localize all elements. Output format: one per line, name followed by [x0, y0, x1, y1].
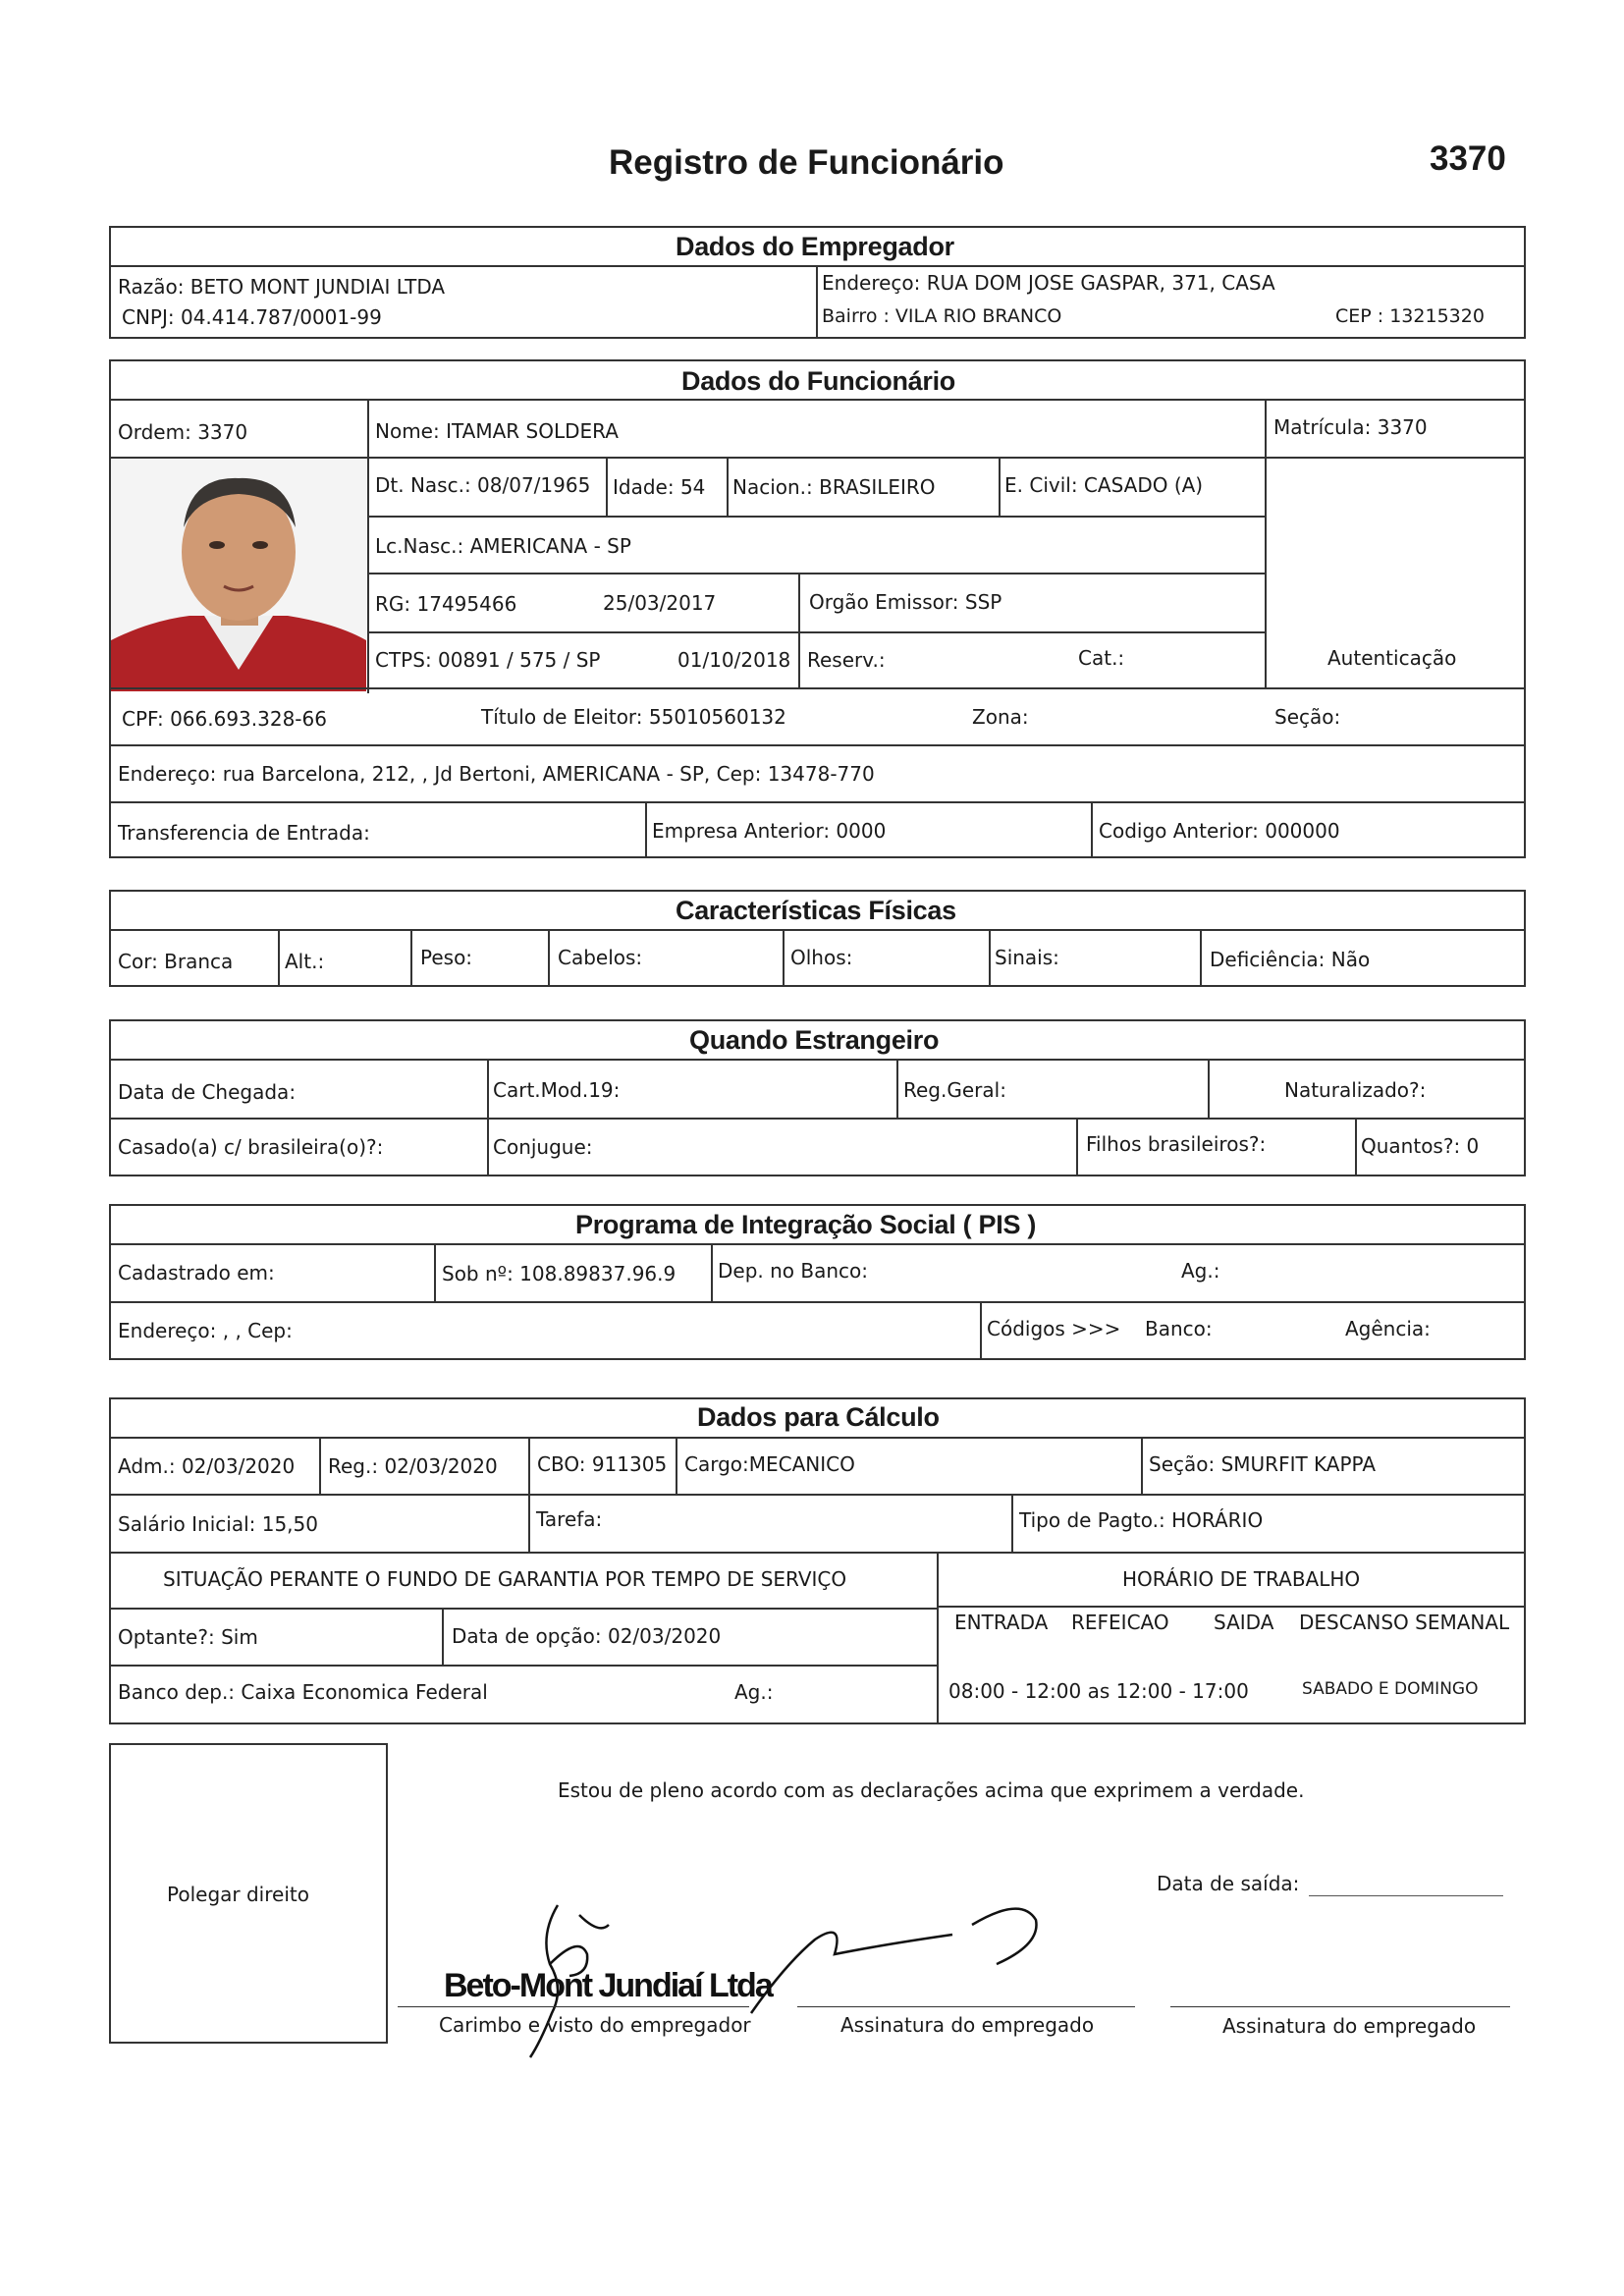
- cargo: Cargo:MECANICO: [684, 1452, 855, 1476]
- employer-signature: [511, 1895, 628, 2066]
- polegar-label: Polegar direito: [167, 1883, 309, 1906]
- col-saida: SAIDA: [1214, 1611, 1274, 1634]
- fgts-optante: Optante?: Sim: [118, 1625, 258, 1649]
- declaracao: Estou de pleno acordo com as declarações acima que exprimem a verdade.: [558, 1778, 1305, 1802]
- employer-razao: Razão: BETO MONT JUNDIAI LTDA: [118, 275, 446, 299]
- banco-ag: Ag.:: [734, 1680, 774, 1704]
- employer-cnpj: CNPJ: 04.414.787/0001-99: [122, 305, 382, 329]
- transferencia-entrada: Transferencia de Entrada:: [118, 821, 370, 845]
- employer-cep: CEP : 13215320: [1335, 305, 1485, 327]
- pis-banco: Banco:: [1145, 1317, 1213, 1340]
- naturalizado: Naturalizado?:: [1284, 1078, 1427, 1102]
- employer-bairro: Bairro : VILA RIO BRANCO: [822, 305, 1062, 327]
- olhos: Olhos:: [790, 946, 853, 969]
- fgts-data-opcao: Data de opção: 02/03/2020: [452, 1624, 722, 1648]
- horario-valores: 08:00 - 12:00 as 12:00 - 17:00: [948, 1679, 1249, 1703]
- secao-trabalho: Seção: SMURFIT KAPPA: [1149, 1452, 1377, 1476]
- col-refeicao: REFEICAO: [1071, 1611, 1169, 1634]
- col-descanso: DESCANSO SEMANAL: [1299, 1611, 1510, 1634]
- employee-titulo-eleitor: Título de Eleitor: 55010560132: [481, 705, 786, 729]
- assinatura-empregado-1: Assinatura do empregado: [840, 2013, 1095, 2037]
- pis-cadastrado: Cadastrado em:: [118, 1261, 275, 1285]
- employee-matricula: Matrícula: 3370: [1273, 415, 1428, 439]
- pis-ag: Ag.:: [1181, 1259, 1220, 1283]
- physical-heading: Características Físicas: [676, 896, 956, 925]
- pis-codigos: Códigos >>>: [987, 1317, 1121, 1340]
- pis-dep-banco: Dep. no Banco:: [718, 1259, 869, 1283]
- employee-zona: Zona:: [972, 705, 1029, 729]
- pis-agencia: Agência:: [1345, 1317, 1431, 1340]
- employee-rg: RG: 17495466: [375, 592, 517, 616]
- employee-photo: [111, 459, 366, 691]
- employer-address: Endereço: RUA DOM JOSE GASPAR, 371, CASA: [822, 271, 1275, 295]
- descanso-dias: SABADO E DOMINGO: [1302, 1679, 1479, 1699]
- pis-heading: Programa de Integração Social ( PIS ): [575, 1210, 1037, 1239]
- employee-orgao-emissor: Orgão Emissor: SSP: [809, 590, 1002, 614]
- employee-birth-date: Dt. Nasc.: 08/07/1965: [375, 473, 591, 497]
- altura: Alt.:: [285, 950, 325, 973]
- employee-ctps-date: 01/10/2018: [677, 648, 791, 672]
- assinatura-empregado-2: Assinatura do empregado: [1222, 2014, 1477, 2038]
- employee-civil-status: E. Civil: CASADO (A): [1004, 473, 1204, 497]
- casado-brasileira: Casado(a) c/ brasileira(o)?:: [118, 1135, 384, 1159]
- company-stamp: Beto-Mont Jundiaí Ltda: [444, 1967, 772, 2004]
- empresa-anterior: Empresa Anterior: 0000: [652, 819, 887, 843]
- carimbo-label: Carimbo e visto do empregador: [439, 2013, 751, 2037]
- data-admissao: Adm.: 02/03/2020: [118, 1454, 296, 1478]
- col-entrada: ENTRADA: [954, 1611, 1049, 1634]
- employee-birthplace: Lc.Nasc.: AMERICANA - SP: [375, 534, 631, 558]
- employee-address: Endereço: rua Barcelona, 212, , Jd Bertoni, AMERICANA - SP, Cep: 13478-770: [118, 762, 875, 786]
- salario-inicial: Salário Inicial: 15,50: [118, 1512, 318, 1536]
- pis-endereco: Endereço: , , Cep:: [118, 1319, 293, 1342]
- horario-heading: HORÁRIO DE TRABALHO: [1122, 1567, 1361, 1591]
- banco-deposito: Banco dep.: Caixa Economica Federal: [118, 1680, 488, 1704]
- employer-heading: Dados do Empregador: [676, 232, 954, 261]
- employee-nationality: Nacion.: BRASILEIRO: [732, 475, 936, 499]
- codigo-anterior: Codigo Anterior: 000000: [1099, 819, 1340, 843]
- filhos-brasileiros: Filhos brasileiros?:: [1086, 1132, 1267, 1156]
- cabelos: Cabelos:: [558, 946, 643, 969]
- tipo-pagamento: Tipo de Pagto.: HORÁRIO: [1019, 1508, 1264, 1532]
- cart-mod-19: Cart.Mod.19:: [493, 1078, 621, 1102]
- employee-cpf: CPF: 066.693.328-66: [122, 707, 327, 731]
- foreign-heading: Quando Estrangeiro: [689, 1025, 940, 1055]
- employee-ctps: CTPS: 00891 / 575 / SP: [375, 648, 601, 672]
- tarefa: Tarefa:: [536, 1507, 603, 1531]
- employee-ordem: Ordem: 3370: [118, 420, 248, 444]
- employee-rg-date: 25/03/2017: [603, 591, 717, 615]
- quantos: Quantos?: 0: [1361, 1134, 1480, 1158]
- sinais: Sinais:: [995, 946, 1059, 969]
- pis-numero: Sob nº: 108.89837.96.9: [442, 1262, 677, 1285]
- reg-geral: Reg.Geral:: [903, 1078, 1006, 1102]
- employee-cat: Cat.:: [1078, 646, 1125, 670]
- page-title: Registro de Funcionário: [609, 143, 1004, 182]
- conjugue: Conjugue:: [493, 1135, 593, 1159]
- deficiencia: Deficiência: Não: [1210, 948, 1371, 971]
- employee-secao: Seção:: [1274, 705, 1341, 729]
- employee-name: Nome: ITAMAR SOLDERA: [375, 419, 619, 443]
- record-number: 3370: [1430, 139, 1506, 178]
- cor: Cor: Branca: [118, 950, 234, 973]
- data-registro: Reg.: 02/03/2020: [328, 1454, 498, 1478]
- employee-age: Idade: 54: [613, 475, 706, 499]
- employee-heading: Dados do Funcionário: [681, 366, 956, 396]
- autenticacao-label: Autenticação: [1327, 646, 1457, 670]
- peso: Peso:: [420, 946, 473, 969]
- employee-reserv: Reserv.:: [807, 648, 886, 672]
- cbo: CBO: 911305: [537, 1452, 668, 1476]
- calc-heading: Dados para Cálculo: [697, 1402, 940, 1432]
- fgts-heading: SITUAÇÃO PERANTE O FUNDO DE GARANTIA POR TEMPO DE SERVIÇO: [163, 1567, 847, 1591]
- data-saida-label: Data de saída:: [1157, 1872, 1300, 1895]
- data-chegada: Data de Chegada:: [118, 1080, 297, 1104]
- calc-section: [109, 1397, 1526, 1724]
